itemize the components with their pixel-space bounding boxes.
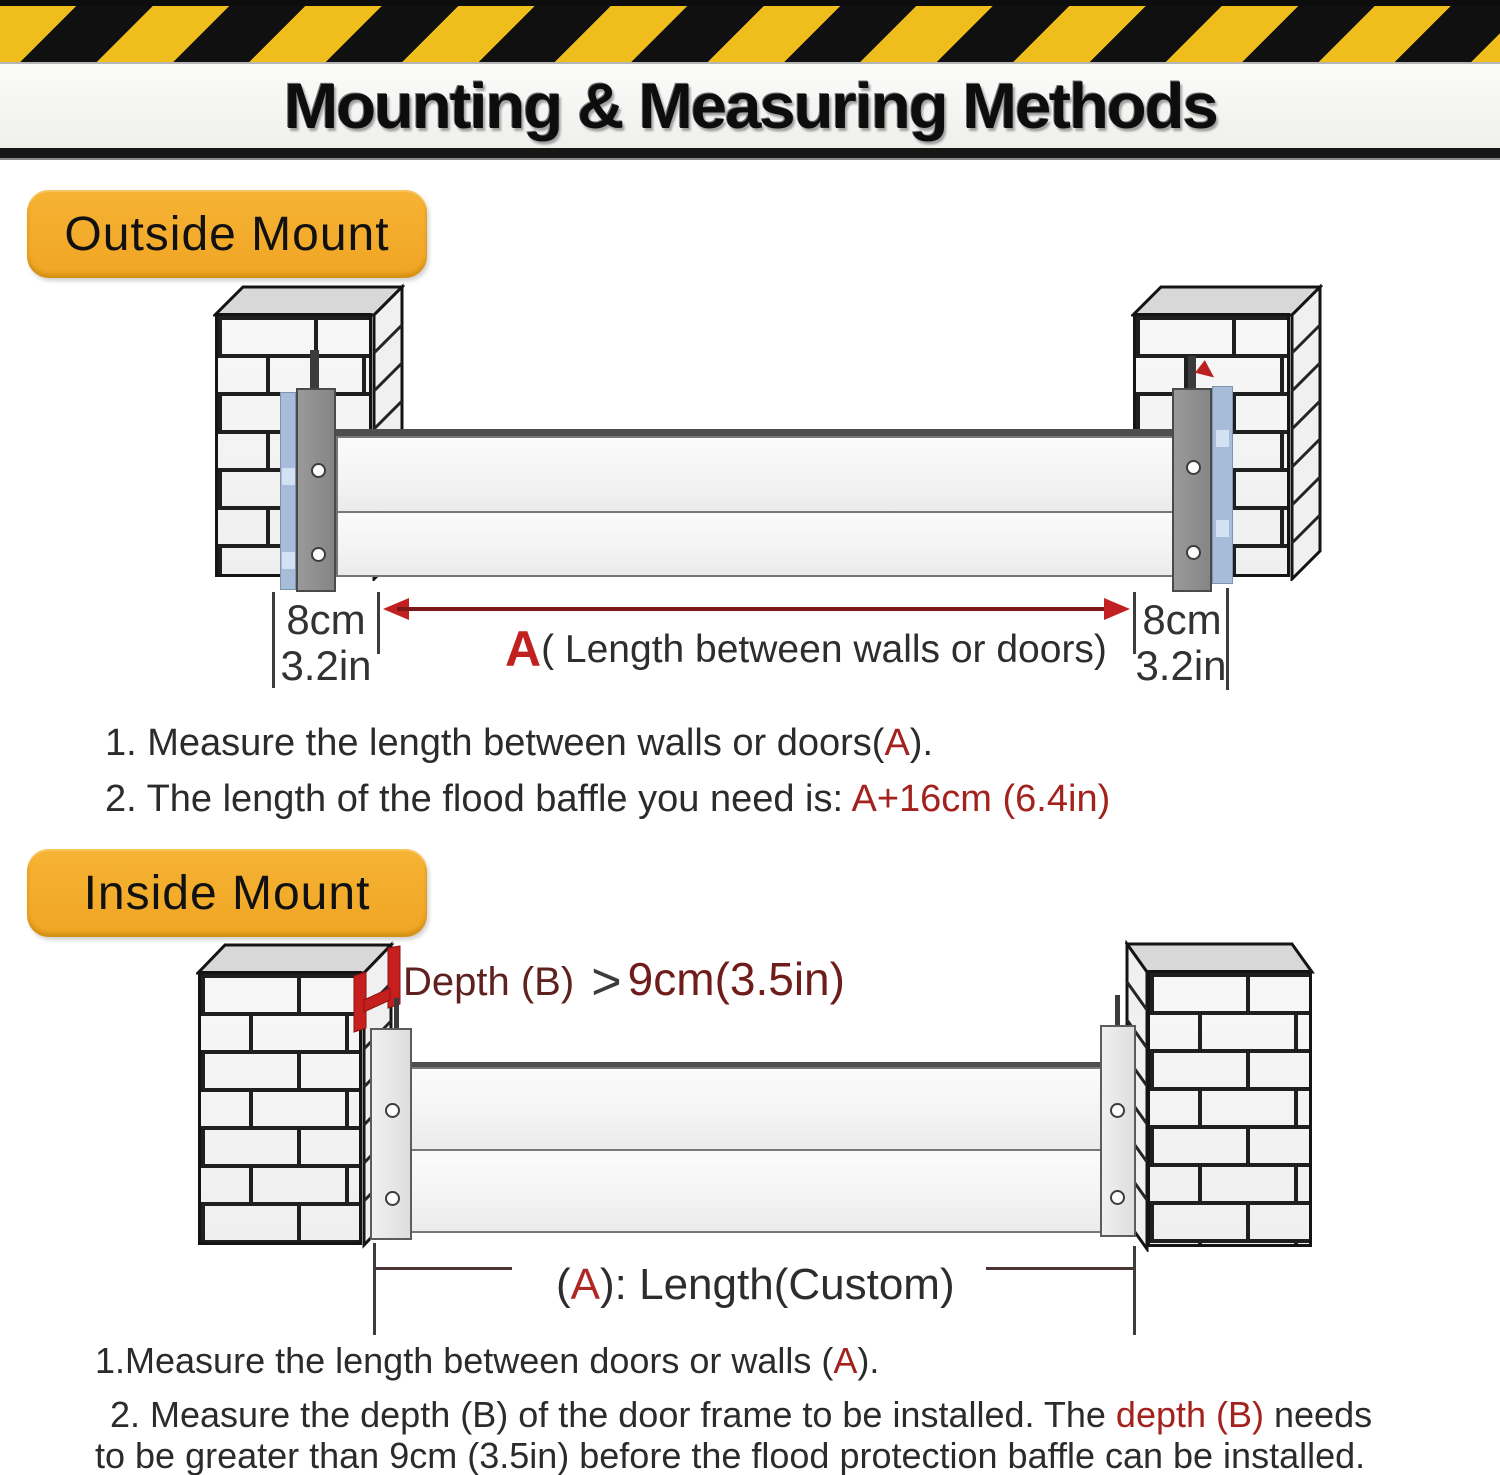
inside-step-1: 1.Measure the length between doors or walls (A). [95,1340,880,1381]
title-divider [0,148,1500,160]
span-length-A: A [505,621,542,677]
span-length-label [505,620,1107,678]
left-offset-in: 3.2in [280,642,372,689]
screw-hole [1110,1190,1125,1205]
arrow-line [397,607,1116,611]
outside-step-2: 2. The length of the flood baffle you need is: A+16cm (6.4in) [105,778,1111,820]
anchor-pin [394,998,399,1032]
gasket-clip [282,468,295,485]
span-length-text: ( Length between walls or doors) [541,628,1107,671]
screw-hole [1110,1103,1125,1118]
dimension-line [986,1267,1133,1270]
screw-hole [311,547,326,562]
barrier-slat [336,436,1174,513]
gasket-clip [282,552,295,569]
mounting-channel [370,1028,412,1240]
outside-mount-badge: Outside Mount [27,190,427,278]
depth-label: Depth (B) > 9cm(3.5in) [403,953,845,1011]
screw-hole [1186,460,1201,475]
right-offset-cm: 8cm [1142,596,1222,643]
inside-mount-badge: Inside Mount [27,849,427,937]
title-band [0,64,1500,148]
screw-hole [385,1191,400,1206]
right-brick-pillar [1147,970,1312,1247]
span-arrow [383,598,1130,620]
mounting-channel [1172,388,1212,592]
custom-length-label: (A): Length(Custom) [556,1260,955,1309]
dimension-line [376,1267,512,1270]
inside-step-2: 2. Measure the depth (B) of the door frame to be installed. The depth (B) needs [110,1394,1373,1435]
arrowhead-right-icon [1104,598,1130,620]
barrier-slat [408,1149,1102,1233]
inside-step-2-cont: to be greater than 9cm (3.5in) before the flood protection baffle can be installed. [95,1435,1366,1475]
page-title: Mounting & Measuring Methods [283,70,1217,142]
gasket-clip [1216,520,1229,537]
dimension-tick [1133,1246,1136,1335]
screw-hole [1186,545,1201,560]
left-brick-pillar [198,971,362,1245]
left-offset-cm: 8cm [286,596,366,643]
screw-hole [311,463,326,478]
screw-hole [385,1103,400,1118]
gasket-strip [1212,386,1233,584]
anchor-pin [310,350,319,392]
mounting-channel [1100,1025,1136,1237]
hazard-tape-icon [0,0,1500,64]
anchor-pin [1115,995,1120,1027]
barrier-slat [408,1067,1102,1151]
barrier-top-edge [336,429,1174,436]
outside-step-1: 1. Measure the length between walls or doors(A). [105,722,934,764]
barrier-slat [336,511,1174,577]
right-offset-in: 3.2in [1135,642,1227,689]
gasket-clip [1216,430,1229,447]
dimension-tick [373,1243,376,1335]
